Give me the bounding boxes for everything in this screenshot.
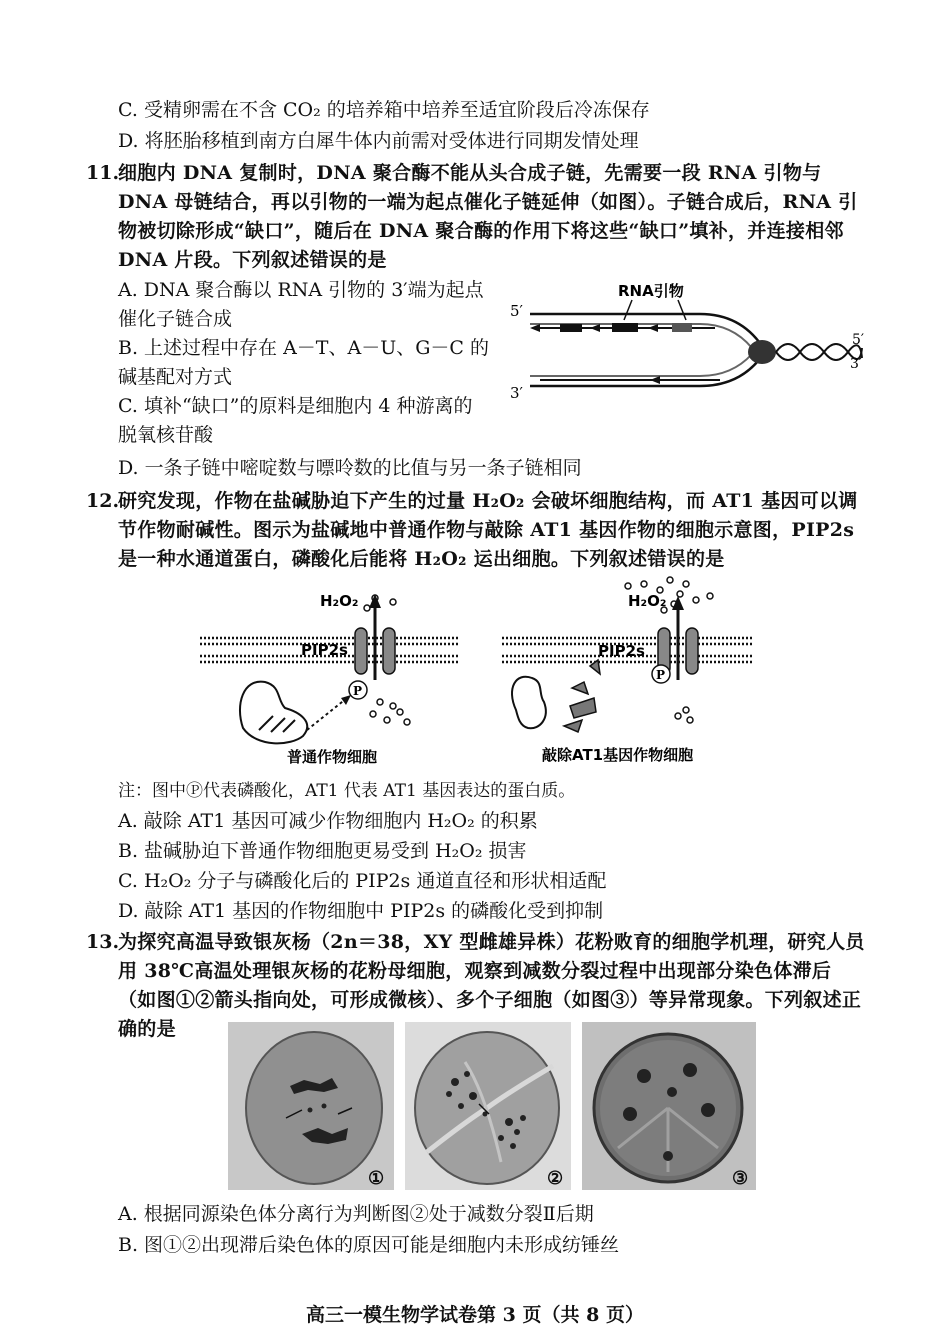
figure-label-2: ②	[547, 1168, 564, 1189]
q12-option-a: A. 敲除 AT1 基因可减少作物细胞内 H₂O₂ 的积累	[118, 810, 538, 832]
at1-knockout-cell-diagram	[498, 570, 758, 770]
figure-label-3: ③	[732, 1168, 749, 1189]
question-stem: 为探究高温导致银灰杨（2n＝38，XY 型雌雄异株）花粉败育的细胞学机理，研究人员用 38℃高温处理银灰杨的花粉母细胞，观察到减数分裂过程中出现部分染色体滞后（如图①②箭头指向处，可形成微核）、多个子细胞（如图③）等异常现象。下列叙述正确的是	[118, 931, 865, 1040]
h2o2-label: H₂O₂	[320, 592, 359, 610]
q13-option-b: B. 图①②出现滞后染色体的原因可能是细胞内未形成纺锤丝	[118, 1234, 620, 1256]
q12-option-d: D. 敲除 AT1 基因的作物细胞中 PIP2s 的磷酸化受到抑制	[118, 900, 604, 922]
q10-option-d: D. 将胚胎移植到南方白犀牛体内前需对受体进行同期发情处理	[118, 130, 639, 152]
question-stem: 细胞内 DNA 复制时，DNA 聚合酶不能从头合成子链，先需要一段 RNA 引物与 DNA 母链结合，再以引物的一端为起点催化子链延伸（如图）。子链合成后，RNA 引物被切除形成“缺口”，随后在 DNA 聚合酶的作用下将这些“缺口”填补，并连接相邻 DNA 片段。下列叙述错误的是	[118, 162, 858, 271]
question-number: 13.	[86, 931, 120, 953]
pip2s-label: PIP2s	[301, 641, 348, 659]
phosphorylation-label: P	[656, 668, 666, 682]
q12-option-b: B. 盐碱胁迫下普通作物细胞更易受到 H₂O₂ 损害	[118, 840, 527, 862]
rna-primer-label: RNA引物	[618, 282, 684, 300]
q11-option-b: B. 上述过程中存在 A－T、A－U、G－C 的碱基配对方式	[118, 337, 489, 388]
micrograph-2	[405, 1022, 571, 1190]
question-stem: 研究发现，作物在盐碱胁迫下产生的过量 H₂O₂ 会破坏细胞结构，而 AT1 基因可以调节作物耐碱性。图示为盐碱地中普通作物与敲除 AT1 基因作物的细胞示意图，PIP2s 是一种水通道蛋白，磷酸化后能将 H₂O₂ 运出细胞。下列叙述错误的是	[118, 490, 858, 570]
h2o2-label: H₂O₂	[628, 592, 667, 610]
micrograph-1	[228, 1022, 394, 1190]
label-3-left: 3′	[510, 384, 523, 402]
label-5-right: 5′	[852, 332, 865, 348]
normal-crop-cell-diagram	[195, 580, 465, 770]
page-footer: 高三一模生物学试卷第 3 页（共 8 页）	[306, 1304, 644, 1326]
q10-option-c: C. 受精卵需在不含 CO₂ 的培养箱中培养至适宜阶段后冷冻保存	[118, 99, 650, 121]
pip2s-label: PIP2s	[598, 642, 645, 660]
micrograph-3	[582, 1022, 756, 1190]
q13-option-a: A. 根据同源染色体分离行为判断图②处于减数分裂Ⅱ后期	[118, 1203, 594, 1225]
phosphorylation-label: P	[353, 684, 363, 698]
label-3-right: 3′	[850, 356, 863, 372]
q11-option-d: D. 一条子链中嘧啶数与嘌呤数的比值与另一条子链相同	[118, 457, 582, 479]
figure-label-1: ①	[368, 1168, 385, 1189]
caption-normal-cell: 普通作物细胞	[287, 748, 378, 766]
label-5-left: 5′	[510, 302, 523, 320]
q11-option-a: A. DNA 聚合酶以 RNA 引物的 3′端为起点催化子链合成	[118, 279, 484, 330]
question-number: 12.	[86, 490, 120, 512]
dna-replication-diagram	[500, 270, 880, 410]
q11-option-c: C. 填补“缺口”的原料是细胞内 4 种游离的脱氧核苷酸	[118, 395, 473, 446]
q12-option-c: C. H₂O₂ 分子与磷酸化后的 PIP2s 通道直径和形状相适配	[118, 870, 607, 892]
figure-note: 注：图中Ⓟ代表磷酸化，AT1 代表 AT1 基因表达的蛋白质。	[118, 781, 576, 801]
question-number: 11.	[86, 162, 120, 184]
caption-knockout-cell: 敲除AT1基因作物细胞	[542, 746, 694, 764]
